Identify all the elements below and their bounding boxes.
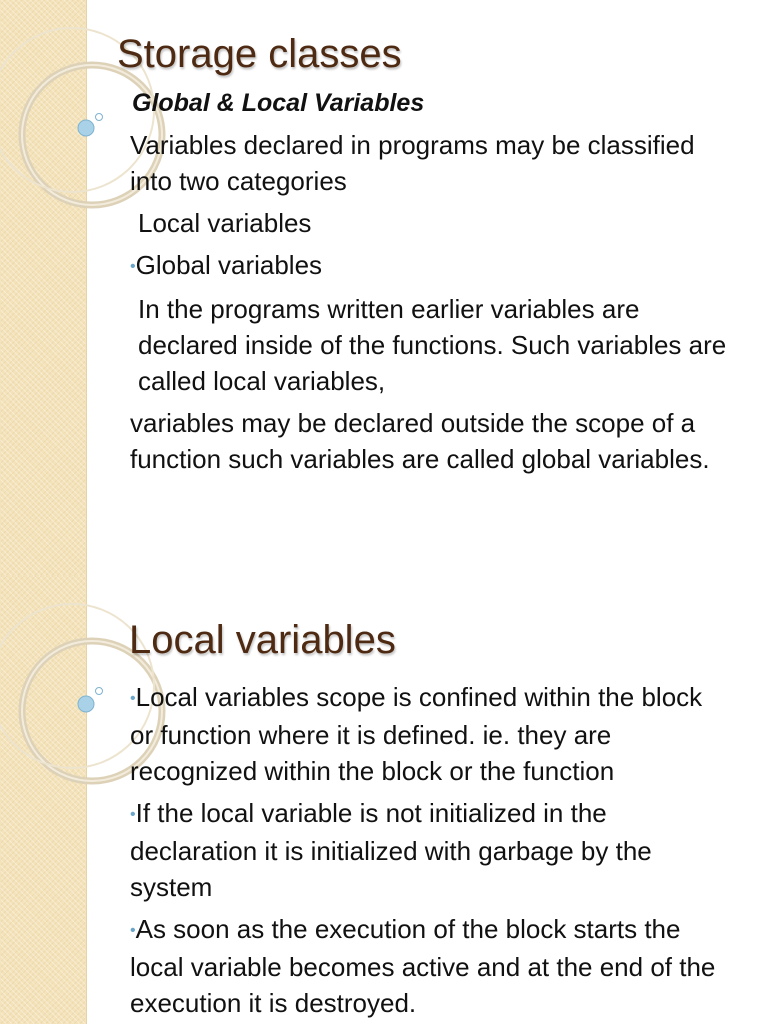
bullet-item <box>130 679 732 789</box>
slide-body <box>130 85 732 483</box>
bullet-icon: • <box>130 258 136 275</box>
subtitle: Global & Local Variables <box>132 89 425 117</box>
intro-text: Variables declared in programs may be classified into two categories <box>130 130 695 196</box>
paragraph-local: In the programs written earlier variables are declared inside of the functions. Such variables are called local variables, <box>138 294 727 396</box>
slide-title: Local variables <box>129 618 396 662</box>
bullet-text: As soon as the execution of the block starts the local variable becomes active and at the end of the execution it is destroyed. <box>130 914 716 1018</box>
item-local-variables: Local variables <box>138 208 312 238</box>
bullet-text: If the local variable is not initialized in the declaration it is initialized with garbage by the system <box>130 798 652 902</box>
item-global-label: Global variables <box>135 250 323 280</box>
bullet-text: Local variables scope is confined within the block or function where it is defined. ie. they are recognized within the block or the function <box>130 682 703 786</box>
paragraph-global: variables may be declared outside the scope of a function such variables are called global variables. <box>130 408 710 474</box>
slide-body <box>130 679 732 1024</box>
bullet-icon: • <box>130 922 136 939</box>
bullet-icon: • <box>130 806 136 823</box>
bullet-icon: • <box>130 690 136 707</box>
item-global-variables <box>130 247 732 285</box>
bullet-item <box>130 795 732 905</box>
slide-title: Storage classes <box>117 32 402 76</box>
bullet-item <box>130 911 732 1021</box>
slide-2 <box>0 576 768 1024</box>
